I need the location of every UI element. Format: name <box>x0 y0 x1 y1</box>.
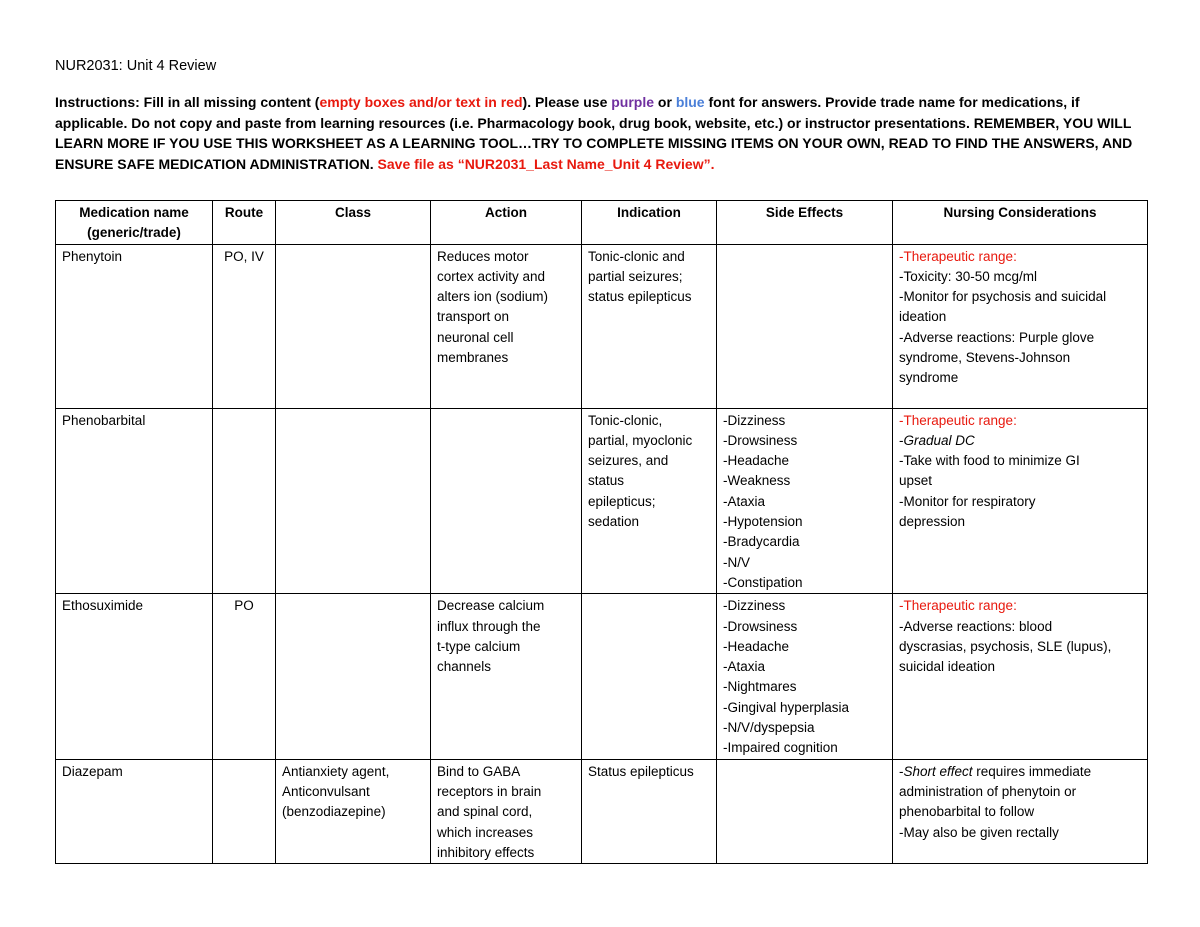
nursing-line: upset <box>899 473 933 489</box>
cell-action <box>431 244 582 408</box>
cell-route <box>213 408 276 594</box>
indication-line: seizures, and <box>588 453 669 469</box>
action-line: which increases <box>437 824 534 840</box>
cell-nursing-considerations <box>893 594 1148 759</box>
side-effect-line: -Headache <box>723 638 790 654</box>
side-effect-line: -Bradycardia <box>723 534 800 550</box>
side-effect-line: -Weakness <box>723 473 791 489</box>
cell-class <box>276 759 431 863</box>
cell-nursing-considerations <box>893 408 1148 594</box>
header-indication: Indication <box>582 201 717 245</box>
cell-medication-name: Diazepam <box>56 759 213 863</box>
indication-line: partial seizures; <box>588 268 683 284</box>
cell-class <box>276 244 431 408</box>
cell-medication-name: Phenytoin <box>56 244 213 408</box>
table-row <box>56 594 1148 759</box>
cell-route: PO <box>213 594 276 759</box>
header-side-effects: Side Effects <box>717 201 893 245</box>
action-line: alters ion (sodium) <box>437 289 549 305</box>
cell-indication <box>582 759 717 863</box>
side-effect-line: -N/V <box>723 554 750 570</box>
action-line: Reduces motor <box>437 248 529 264</box>
indication-line: epilepticus; <box>588 493 656 509</box>
action-line: neuronal cell <box>437 329 514 345</box>
cell-route <box>213 759 276 863</box>
nursing-dash: - <box>899 763 904 779</box>
nursing-line: -Toxicity: 30-50 mcg/ml <box>899 268 1038 284</box>
nursing-line: ideation <box>899 309 947 325</box>
cell-class <box>276 594 431 759</box>
side-effect-line: -Dizziness <box>723 412 786 428</box>
nursing-line: administration of phenytoin or <box>899 783 1077 799</box>
cell-class <box>276 408 431 594</box>
nursing-line: -May also be given rectally <box>899 824 1059 840</box>
instructions-paragraph <box>55 92 1145 174</box>
cell-action <box>431 408 582 594</box>
nursing-line-gradual-dc <box>899 431 1141 451</box>
side-effect-line: -Hypotension <box>723 514 803 530</box>
nursing-line: -Adverse reactions: Purple glove <box>899 329 1095 345</box>
side-effect-line: -Nightmares <box>723 679 797 695</box>
indication-line: status <box>588 473 625 489</box>
cell-medication-name: Phenobarbital <box>56 408 213 594</box>
side-effect-line: -Headache <box>723 453 790 469</box>
cell-side-effects <box>717 244 893 408</box>
nursing-line: syndrome, Stevens-Johnson <box>899 350 1071 366</box>
action-line: membranes <box>437 350 509 366</box>
nursing-line: suicidal ideation <box>899 659 996 675</box>
indication-line: Tonic-clonic, <box>588 412 663 428</box>
nursing-line-short-effect <box>899 762 1141 782</box>
cell-side-effects <box>717 759 893 863</box>
indication-line: Status epilepticus <box>588 763 694 779</box>
action-line: channels <box>437 659 492 675</box>
nursing-dash: - <box>899 432 904 448</box>
instructions-blue-word: blue <box>675 94 705 110</box>
cell-medication-name: Ethosuximide <box>56 594 213 759</box>
side-effect-line: -Dizziness <box>723 598 786 614</box>
nursing-line: syndrome <box>899 370 959 386</box>
nursing-line: -Adverse reactions: blood <box>899 618 1053 634</box>
header-class: Class <box>276 201 431 245</box>
header-route: Route <box>213 201 276 245</box>
side-effect-line: -Gingival hyperplasia <box>723 699 850 715</box>
header-medication-name <box>56 201 213 245</box>
cell-indication <box>582 594 717 759</box>
header-action: Action <box>431 201 582 245</box>
instructions-text-3: or <box>654 94 676 110</box>
action-line: cortex activity and <box>437 268 546 284</box>
side-effect-line: -Ataxia <box>723 659 766 675</box>
instructions-text-4: font for answers. Provide trade name for medications, if applicable. Do not copy and paste from learning resources (i.e. Pharmacology book, drug book, website, etc.) or instructor presentations. REMEMBER, YOU WILL LEARN MORE IF YOU USE THIS WORKSHEET AS A LEARNING TOOL…TRY TO COMPLETE MISSING ITEMS ON YOUR OWN, READ TO FIND THE ANSWERS, AND ENSURE SAFE MEDICATION ADMINISTRATION. <box>55 94 1133 172</box>
medication-table <box>55 200 1148 864</box>
side-effect-line: -Drowsiness <box>723 432 798 448</box>
instructions-text-1: Instructions: Fill in all missing content ( <box>55 94 320 110</box>
nursing-italic-text: Short effect <box>903 763 973 779</box>
nursing-line: -Monitor for respiratory <box>899 493 1036 509</box>
indication-line: status epilepticus <box>588 289 692 305</box>
cell-side-effects <box>717 408 893 594</box>
indication-line: Tonic-clonic and <box>588 248 685 264</box>
nursing-line: dyscrasias, psychosis, SLE (lupus), <box>899 638 1112 654</box>
therapeutic-range-label: -Therapeutic range: <box>899 598 1017 614</box>
action-line: and spinal cord, <box>437 804 533 820</box>
action-line: receptors in brain <box>437 783 542 799</box>
cell-route: PO, IV <box>213 244 276 408</box>
document-title: NUR2031: Unit 4 Review <box>55 58 217 74</box>
instructions-purple-word: purple <box>611 94 655 110</box>
table-row <box>56 759 1148 863</box>
nursing-line: depression <box>899 514 966 530</box>
action-line: Bind to GABA <box>437 763 521 779</box>
header-medication-name-line2: (generic/trade) <box>87 225 181 241</box>
cell-nursing-considerations <box>893 759 1148 863</box>
header-nursing-considerations: Nursing Considerations <box>893 201 1148 245</box>
cell-action <box>431 759 582 863</box>
table-row <box>56 408 1148 594</box>
side-effect-line: -Impaired cognition <box>723 740 838 756</box>
action-line: influx through the <box>437 618 541 634</box>
cell-indication <box>582 244 717 408</box>
class-line: (benzodiazepine) <box>282 804 386 820</box>
action-line: t-type calcium <box>437 638 521 654</box>
class-line: Anticonvulsant <box>282 783 370 799</box>
header-medication-name-line1: Medication name <box>79 205 189 220</box>
action-line: Decrease calcium <box>437 598 545 614</box>
instructions-save-file-text: Save file as “NUR2031_Last Name_Unit 4 Review”. <box>377 155 715 172</box>
side-effect-line: -Ataxia <box>723 493 766 509</box>
therapeutic-range-label: -Therapeutic range: <box>899 412 1017 428</box>
nursing-line: -Take with food to minimize GI <box>899 453 1080 469</box>
therapeutic-range-label: -Therapeutic range: <box>899 248 1017 264</box>
side-effect-line: -N/V/dyspepsia <box>723 720 815 736</box>
action-line: transport on <box>437 309 510 325</box>
side-effect-line: -Drowsiness <box>723 618 798 634</box>
instructions-text-2: ). Please use <box>522 94 612 110</box>
table-header-row <box>56 201 1148 245</box>
cell-action <box>431 594 582 759</box>
nursing-text: requires immediate <box>972 763 1092 779</box>
nursing-line: -Monitor for psychosis and suicidal <box>899 289 1107 305</box>
side-effect-line: -Constipation <box>723 574 803 590</box>
indication-line: sedation <box>588 514 640 530</box>
indication-line: partial, myoclonic <box>588 432 693 448</box>
instructions-red-text-1: empty boxes and/or text in red <box>319 94 523 110</box>
table-row <box>56 244 1148 408</box>
action-line: inhibitory effects <box>437 844 535 860</box>
cell-indication <box>582 408 717 594</box>
nursing-line: phenobarbital to follow <box>899 804 1035 820</box>
nursing-italic-text: Gradual DC <box>903 432 975 448</box>
cell-side-effects <box>717 594 893 759</box>
class-line: Antianxiety agent, <box>282 763 390 779</box>
cell-nursing-considerations <box>893 244 1148 408</box>
